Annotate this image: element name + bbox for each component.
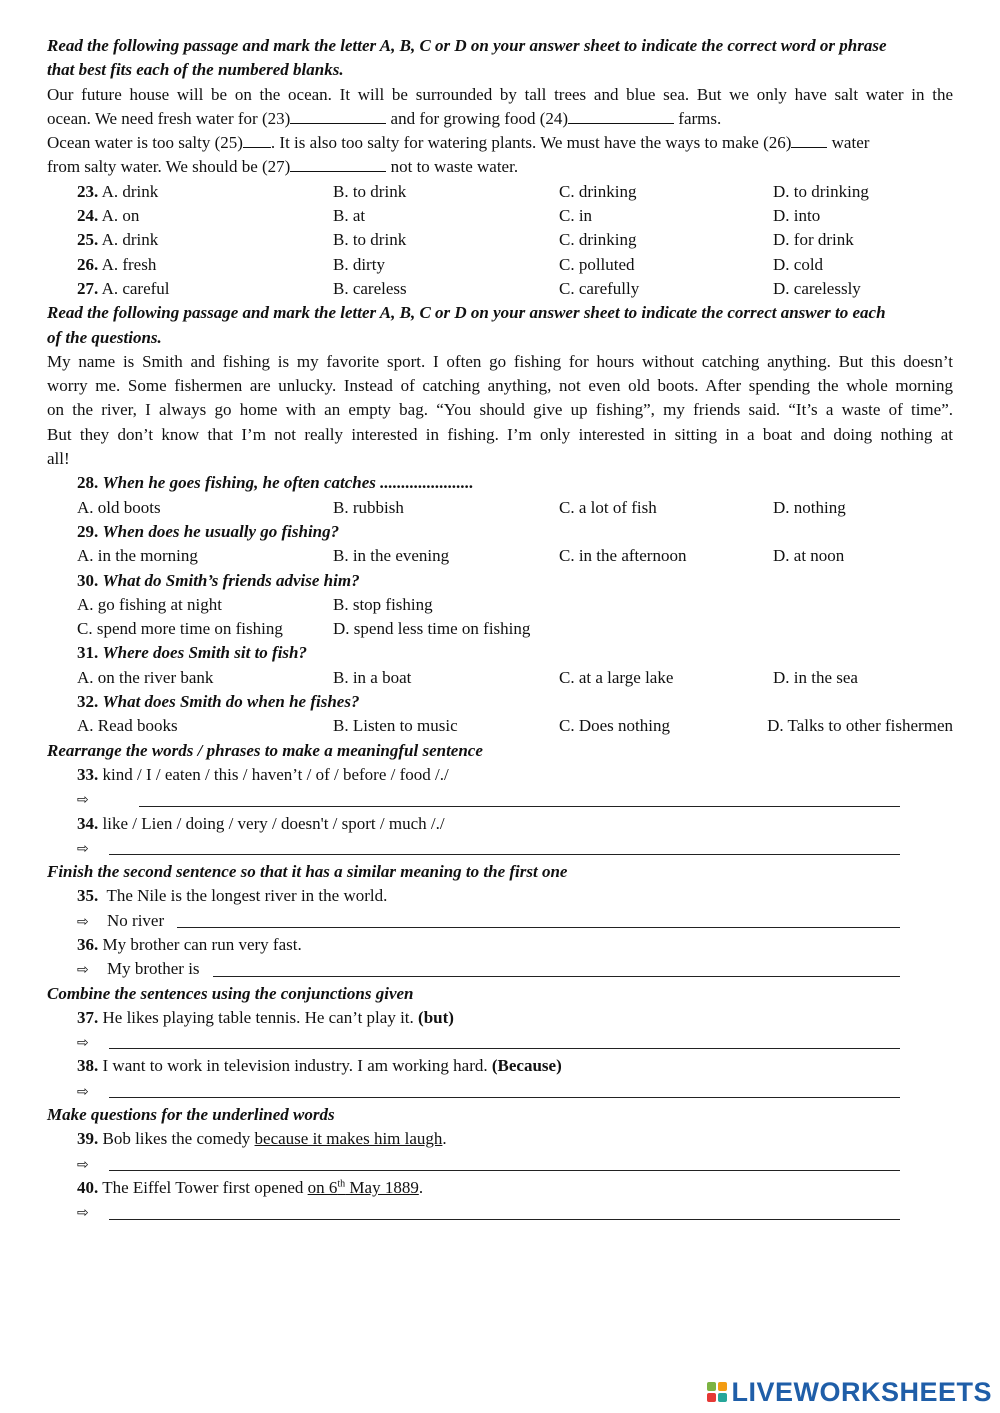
- question-text: like / Lien / doing / very / doesn't / sport / much /./: [102, 813, 445, 833]
- question-number: 40.: [77, 1177, 99, 1197]
- option-d[interactable]: D. nothing: [773, 497, 846, 517]
- question-34: [47, 812, 953, 836]
- question-number: 33.: [77, 764, 99, 784]
- option-d[interactable]: D. into: [773, 206, 821, 226]
- logo-mark-icon: [707, 1382, 727, 1402]
- option-b[interactable]: B. stop fishing: [333, 594, 433, 614]
- passage1-line2: [47, 107, 953, 131]
- option-c[interactable]: C. a lot of fish: [559, 497, 657, 517]
- ordinal-suffix: th: [337, 1178, 346, 1190]
- answer-starter: My brother is: [107, 959, 200, 979]
- question-28-prompt: [47, 471, 953, 495]
- passage-text: water: [827, 133, 870, 153]
- passage2-line1: My name is Smith and fishing is my favorite sport. I often go fishing for hours without catching anything. But this doesn’t: [47, 351, 953, 371]
- blank-27: [290, 157, 386, 172]
- passage2-line2: worry me. Some fishermen are unlucky. Instead of catching anything, not even old boots. After spending the whole morning: [47, 376, 953, 396]
- section4-instruction: Finish the second sentence so that it has a similar meaning to the first one: [47, 862, 568, 882]
- option-a[interactable]: A. old boots: [77, 497, 161, 517]
- answer-line[interactable]: [109, 854, 900, 855]
- option-a[interactable]: A. Read books: [77, 716, 178, 736]
- passage-text: not to waste water.: [386, 157, 519, 177]
- question-number: 39.: [77, 1129, 99, 1149]
- option-b[interactable]: B. dirty: [333, 254, 385, 274]
- section3-instruction: Rearrange the words / phrases to make a meaningful sentence: [47, 740, 483, 760]
- question-number: 38.: [77, 1056, 99, 1076]
- worksheet: [47, 34, 953, 1225]
- blank-26: [791, 133, 827, 148]
- option-c[interactable]: C. carefully: [559, 278, 640, 298]
- question-number-and-option-a: [77, 180, 158, 204]
- answer-37[interactable]: [47, 1030, 953, 1054]
- arrow-icon: ⇨: [77, 1205, 89, 1222]
- question-number: 32.: [77, 692, 99, 712]
- answer-35[interactable]: [47, 909, 953, 933]
- question-text: The Eiffel Tower first opened: [102, 1177, 308, 1197]
- question-number-and-option-a: [77, 253, 156, 277]
- question-text: kind / I / eaten / this / haven’t / of / before / food /./: [102, 764, 449, 784]
- option-d[interactable]: D. for drink: [773, 230, 854, 250]
- answer-34[interactable]: [47, 836, 953, 860]
- option-d[interactable]: D. carelessly: [773, 278, 861, 298]
- question-40: [47, 1176, 953, 1200]
- question-30-options-row1: [47, 593, 953, 617]
- question-37: [47, 1006, 953, 1030]
- conjunction-hint: (Because): [491, 1056, 562, 1076]
- answer-38[interactable]: [47, 1079, 953, 1103]
- passage2-line3: on the river, I always go home with an empty bag. “You should give up fishing”, my friends said. “It’s a waste of time”.: [47, 400, 953, 420]
- question-number-and-option-a: [77, 228, 158, 252]
- option-a[interactable]: A. drink: [101, 181, 159, 201]
- question-29-prompt: [47, 520, 953, 544]
- passage-text: . It is also too salty for watering plants. We must have the ways to make (26): [270, 133, 792, 153]
- question-number: 36.: [77, 934, 99, 954]
- arrow-icon: ⇨: [77, 792, 89, 809]
- option-d[interactable]: D. Talks to other fishermen: [767, 716, 953, 736]
- question-26: [47, 253, 953, 277]
- arrow-icon: ⇨: [77, 1035, 89, 1052]
- passage1-line4: [47, 155, 953, 179]
- underlined-phrase: [308, 1178, 419, 1197]
- passage-text: ocean. We need fresh water for (23): [47, 108, 291, 128]
- option-a[interactable]: A. on the river bank: [77, 667, 214, 687]
- question-number-and-option-a: [77, 277, 170, 301]
- question-number: 34.: [77, 813, 99, 833]
- blank-23: [290, 109, 386, 124]
- section2-instruction-line1: Read the following passage and mark the letter A, B, C or D on your answer sheet to indicate the correct answer to each: [47, 303, 886, 323]
- question-text: When does he usually go fishing?: [102, 521, 340, 541]
- question-number: 24.: [77, 206, 99, 226]
- section1-instruction-line2: that best fits each of the numbered blanks.: [47, 60, 344, 80]
- passage2-line5: all!: [47, 449, 70, 469]
- option-b[interactable]: B. at: [333, 206, 366, 226]
- option-a[interactable]: A. on: [101, 206, 140, 226]
- option-b[interactable]: B. in a boat: [333, 667, 412, 687]
- answer-40[interactable]: [47, 1200, 953, 1224]
- section6-instruction: Make questions for the underlined words: [47, 1105, 335, 1125]
- answer-starter: No river: [107, 910, 165, 930]
- answer-line[interactable]: [109, 1048, 900, 1049]
- underlined-part: on 6: [307, 1177, 338, 1197]
- question-32-prompt: [47, 690, 953, 714]
- question-38: [47, 1054, 953, 1078]
- section2-instruction-line2: of the questions.: [47, 327, 162, 347]
- answer-line[interactable]: [177, 927, 900, 928]
- option-d[interactable]: D. spend less time on fishing: [333, 619, 531, 639]
- passage-text: farms.: [674, 108, 722, 128]
- question-number: 29.: [77, 521, 99, 541]
- question-text: The Nile is the longest river in the world.: [106, 886, 388, 906]
- option-a[interactable]: A. fresh: [101, 254, 157, 274]
- option-a[interactable]: A. in the morning: [77, 546, 198, 566]
- option-a[interactable]: A. go fishing at night: [77, 594, 222, 614]
- question-text: He likes playing table tennis. He can’t play it.: [102, 1007, 419, 1027]
- option-d[interactable]: D. to drinking: [773, 181, 869, 201]
- passage-text: from salty water. We should be (27): [47, 157, 291, 177]
- option-a[interactable]: A. drink: [101, 230, 159, 250]
- answer-36[interactable]: [47, 957, 953, 981]
- option-c[interactable]: C. in the afternoon: [559, 546, 687, 566]
- question-number: 23.: [77, 181, 99, 201]
- question-31-prompt: [47, 641, 953, 665]
- arrow-icon: ⇨: [77, 1156, 89, 1173]
- question-number: 35.: [77, 886, 99, 906]
- question-30-options-row2: [47, 617, 953, 641]
- option-b[interactable]: B. careless: [333, 278, 407, 298]
- question-25: [47, 228, 953, 252]
- question-number-and-option-a: [77, 204, 139, 228]
- answer-line[interactable]: [109, 1219, 900, 1220]
- blank-25: [243, 133, 271, 148]
- section5-instruction: Combine the sentences using the conjunctions given: [47, 983, 414, 1003]
- answer-line[interactable]: [213, 976, 900, 977]
- question-text: What do Smith’s friends advise him?: [102, 570, 360, 590]
- question-text-end: .: [442, 1129, 447, 1149]
- option-a[interactable]: A. careful: [101, 278, 170, 298]
- passage-text: and for growing food (24): [386, 108, 569, 128]
- option-b[interactable]: B. to drink: [333, 230, 407, 250]
- liveworksheets-logo: [707, 1377, 992, 1407]
- question-number: 30.: [77, 570, 99, 590]
- option-c[interactable]: C. drinking: [559, 181, 637, 201]
- section1-instruction-line1: Read the following passage and mark the letter A, B, C or D on your answer sheet to indicate the correct word or phrase: [47, 36, 887, 55]
- question-24: [47, 204, 953, 228]
- question-28-options: [47, 496, 953, 520]
- question-text: What does Smith do when he fishes?: [102, 692, 360, 712]
- question-number: 27.: [77, 278, 99, 298]
- option-d[interactable]: D. cold: [773, 254, 824, 274]
- question-text: Where does Smith sit to fish?: [102, 643, 308, 663]
- conjunction-hint: (but): [418, 1007, 454, 1027]
- question-33: [47, 763, 953, 787]
- question-35: [47, 884, 953, 908]
- passage-text: Ocean water is too salty (25): [47, 133, 243, 153]
- option-b[interactable]: B. rubbish: [333, 497, 404, 517]
- question-number: 31.: [77, 643, 99, 663]
- underlined-part: May 1889: [345, 1177, 419, 1197]
- question-text: When he goes fishing, he often catches ......................: [102, 473, 474, 493]
- option-c[interactable]: C. spend more time on fishing: [77, 619, 283, 639]
- question-text-end: .: [418, 1177, 424, 1197]
- option-c[interactable]: C. Does nothing: [559, 716, 670, 736]
- passage2-line4: But they don’t know that I’m not really interested in fishing. I’m only interested in sitting in a boat and doing nothing at: [47, 424, 953, 444]
- question-number: 25.: [77, 230, 99, 250]
- blank-24: [568, 109, 674, 124]
- passage1-line1: Our future house will be on the ocean. It will be surrounded by tall trees and blue sea. But we only have salt water in the: [47, 84, 953, 104]
- question-text: Bob likes the comedy: [102, 1129, 255, 1149]
- answer-39[interactable]: [47, 1152, 953, 1176]
- question-number: 28.: [77, 473, 99, 493]
- option-c[interactable]: C. polluted: [559, 254, 635, 274]
- question-text: I want to work in television industry. I am working hard.: [102, 1056, 492, 1076]
- option-b[interactable]: B. to drink: [333, 181, 407, 201]
- passage1-line3: [47, 131, 953, 155]
- option-c[interactable]: C. drinking: [559, 230, 637, 250]
- question-32-options: [47, 714, 953, 738]
- underlined-phrase: because it makes him laugh: [254, 1129, 443, 1149]
- option-b[interactable]: B. Listen to music: [333, 716, 458, 736]
- arrow-icon: ⇨: [77, 1083, 89, 1100]
- question-39: [47, 1127, 953, 1151]
- answer-line[interactable]: [109, 1097, 900, 1098]
- option-c[interactable]: C. in: [559, 206, 593, 226]
- arrow-icon: ⇨: [77, 913, 89, 930]
- answer-33[interactable]: [47, 787, 953, 811]
- question-31-options: [47, 666, 953, 690]
- option-d[interactable]: D. at noon: [773, 546, 845, 566]
- option-c[interactable]: C. at a large lake: [559, 667, 674, 687]
- question-29-options: [47, 544, 953, 568]
- question-text: My brother can run very fast.: [102, 934, 302, 954]
- option-d[interactable]: D. in the sea: [773, 667, 858, 687]
- logo-text: LIVEWORKSHEETS: [731, 1376, 992, 1407]
- question-27: [47, 277, 953, 301]
- arrow-icon: ⇨: [77, 840, 89, 857]
- answer-line[interactable]: [139, 806, 900, 807]
- question-23: [47, 180, 953, 204]
- arrow-icon: ⇨: [77, 962, 89, 979]
- question-number: 26.: [77, 254, 99, 274]
- answer-line[interactable]: [109, 1170, 900, 1171]
- question-number: 37.: [77, 1007, 99, 1027]
- option-b[interactable]: B. in the evening: [333, 546, 450, 566]
- question-36: [47, 933, 953, 957]
- question-30-prompt: [47, 569, 953, 593]
